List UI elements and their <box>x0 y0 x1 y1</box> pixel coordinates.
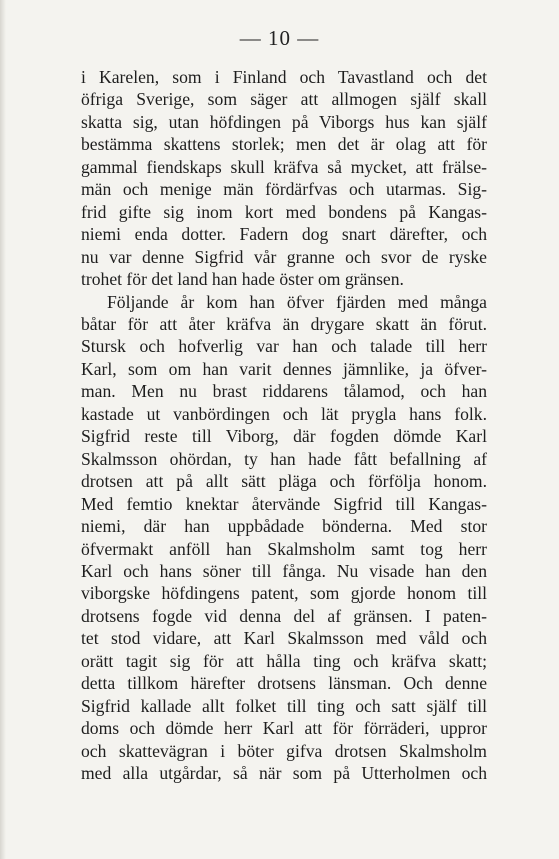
text-line: orätt tagit sig för att hålla ting och kräfva skatt; <box>81 650 487 671</box>
text-line: skatta sig, utan höfdingen på Viborgs hus kan själf <box>81 111 487 132</box>
text-line: doms och dömde herr Karl att för förräderi, uppror <box>81 718 487 739</box>
text-line: öfvermakt anföll han Skalmsholm samt tog herr <box>81 538 487 559</box>
text-line: viborgske höfdingens patent, som gjorde honom till <box>81 583 487 604</box>
text-line: Sigfrid kallade allt folket till ting och satt själf till <box>81 695 487 716</box>
text-line: Stursk och hofverlig var han och talade till herr <box>81 336 487 357</box>
text-line: bestämma skattens storlek; men det är olag att för <box>81 134 487 155</box>
text-line: Skalmsson ohördan, ty han hade fått befallning af <box>81 448 487 469</box>
text-line: Sigfrid reste till Viborg, där fogden dömde Karl <box>81 426 487 447</box>
text-line: niemi enda dotter. Fadern dog snart därefter, och <box>81 224 487 245</box>
text-line: och skattevägran i böter gifva drotsen Skalmsholm <box>81 740 487 761</box>
page-number: — 10 — <box>239 26 320 50</box>
page-edge-shadow <box>0 0 6 859</box>
text-line: med alla utgårdar, så när som på Utterholmen och <box>81 763 487 784</box>
text-line: båtar för att åter kräfva än drygare skatt än förut. <box>81 313 487 334</box>
text-line: Karl, som om han varit dennes jämnlike, ja öfver- <box>81 358 487 379</box>
text-line: drotsens fogde vid denna del af gränsen. I paten- <box>81 605 487 626</box>
text-line: kastade ut vanbördingen och lät prygla hans folk. <box>81 403 487 424</box>
text-line: tet stod vidare, att Karl Skalmsson med våld och <box>81 628 487 649</box>
text-line: detta tillkom härefter drotsens länsman. Och denne <box>81 673 487 694</box>
text-line: man. Men nu brast riddarens tålamod, och han <box>81 381 487 402</box>
text-line: gammal fiendskaps skull kräfva så mycket, att frälse- <box>81 156 487 177</box>
text-line: trohet för det land han hade öster om gränsen. <box>81 269 404 290</box>
text-line: drotsen att på allt sätt pläga och förfölja honom. <box>81 471 487 492</box>
text-line: Följande år kom han öfver fjärden med många <box>107 291 487 312</box>
text-line: nu var denne Sigfrid vår granne och svor de ryske <box>81 246 487 267</box>
text-line: frid gifte sig inom kort med bondens på Kangas- <box>81 201 487 222</box>
text-line: öfriga Sverige, som säger att allmogen själf skall <box>81 89 487 110</box>
text-line: Med femtio knektar återvände Sigfrid till Kangas- <box>81 493 487 514</box>
text-line: niemi, där han uppbådade bönderna. Med stor <box>81 516 487 537</box>
text-line: män och menige män fördärfvas och utarmas. Sig- <box>81 179 487 200</box>
text-line: i Karelen, som i Finland och Tavastland och det <box>81 67 487 87</box>
text-line: Karl och hans söner till fånga. Nu visade han den <box>81 560 487 581</box>
body-text <box>81 66 487 785</box>
